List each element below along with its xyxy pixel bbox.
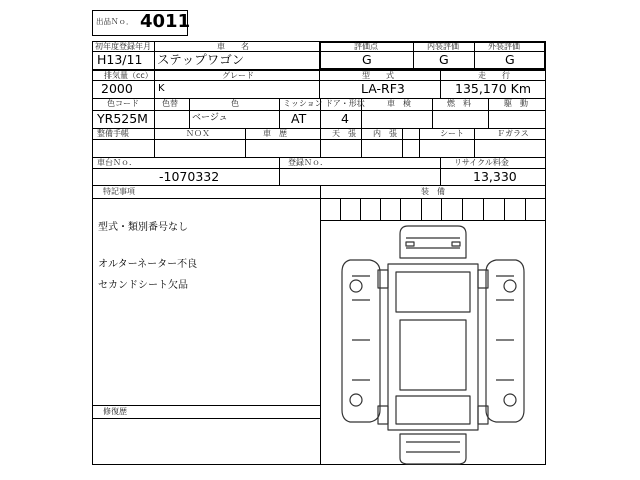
seat-label: シート — [440, 129, 464, 138]
notes-label: 特記事項 — [103, 187, 135, 196]
fuel-label: 燃 料 — [447, 99, 471, 108]
history-label: 車 歴 — [263, 129, 287, 138]
repair-history-label: 修復歴 — [103, 407, 127, 416]
reg-no-label: 登録Ｎｏ． — [288, 158, 328, 167]
color-label: 色 — [231, 99, 239, 108]
car-name-value: ステップワゴン — [157, 52, 245, 67]
displacement-label: 排気量（cc） — [104, 71, 153, 80]
chassis-label: 車台Ｎｏ． — [97, 158, 137, 167]
recycle-label: リサイクル料金 — [454, 158, 509, 167]
sunroof-label: 天 張 — [332, 129, 356, 138]
displacement-value: 2000 — [101, 81, 133, 96]
color-value: ベージュ — [192, 113, 228, 123]
mileage-label: 走 行 — [478, 71, 510, 80]
score-value: G — [362, 52, 372, 67]
first-registration-label: 初年度登録年月 — [95, 42, 151, 51]
model-label: 型 式 — [362, 71, 394, 80]
recycle-value: 13,330 — [473, 169, 517, 184]
model-value: LA-RF3 — [361, 81, 405, 96]
drive-label: 駆 動 — [504, 99, 528, 108]
fglass-label: Ｆガラス — [497, 129, 529, 138]
grade-label: グレード — [222, 71, 254, 80]
color-code-value: YR525M — [97, 111, 148, 126]
nox-label: ＮＯＸ — [186, 129, 210, 138]
exterior-score-value: G — [505, 52, 515, 67]
note-item: オルターネーター不良 — [98, 259, 198, 270]
note-item: 型式・類別番号なし — [98, 222, 188, 233]
chassis-value: -1070332 — [159, 169, 220, 184]
color-code-label: 色コード — [107, 99, 139, 108]
interior-score-label: 内装評価 — [427, 42, 459, 51]
inspection-label: 車 検 — [387, 99, 411, 108]
note-item: セカンドシート欠品 — [98, 280, 188, 291]
grade-value: K — [158, 83, 165, 94]
doors-value: 4 — [341, 111, 349, 126]
interior-score-value: G — [439, 52, 449, 67]
color-family-label: 色替 — [162, 99, 178, 108]
transmission-value: AT — [291, 111, 307, 126]
car-damage-diagram — [320, 220, 546, 465]
first-registration-value: H13/11 — [97, 52, 143, 67]
transmission-label: ミッション — [283, 99, 323, 108]
manual-label: 整備手帳 — [97, 129, 129, 138]
doors-label: ドア・形状 — [325, 99, 365, 108]
lot-number-label: 出品Ｎｏ． — [96, 17, 134, 26]
lot-number: 4011 — [140, 11, 191, 32]
exterior-score-label: 外装評価 — [488, 42, 520, 51]
score-label: 評価点 — [354, 42, 378, 51]
car-name-label: 車 名 — [217, 42, 249, 51]
equipment-label: 装 備 — [421, 187, 445, 196]
interior-wrap-label: 内 張 — [373, 129, 397, 138]
mileage-value: 135,170 Km — [455, 81, 532, 96]
